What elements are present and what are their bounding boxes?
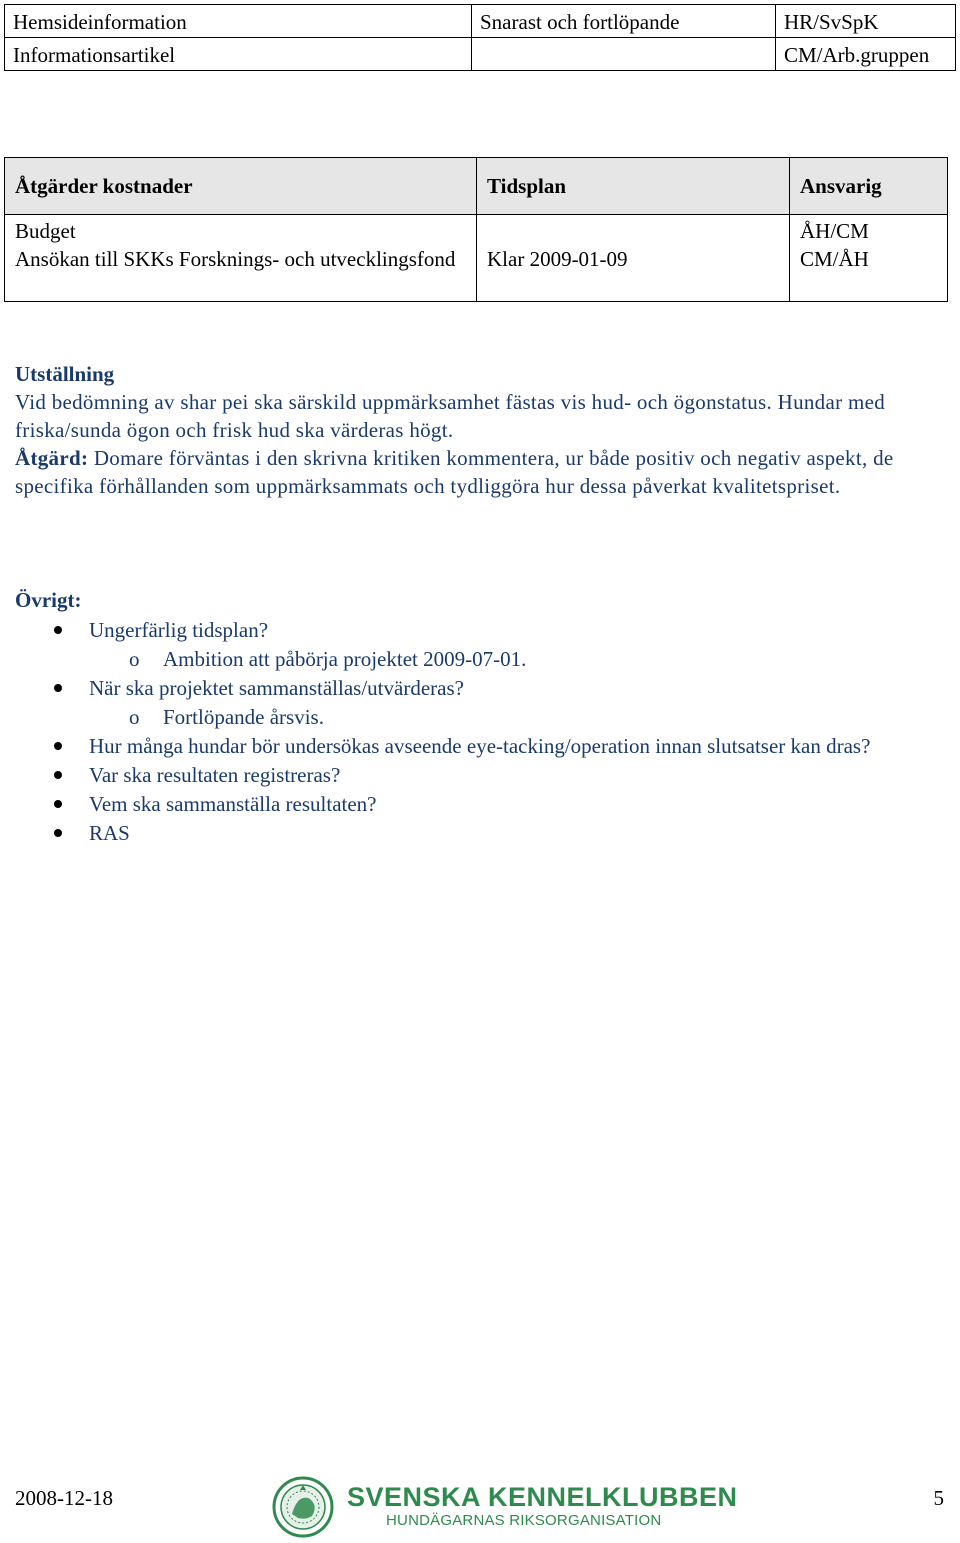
- other-section: [15, 586, 925, 848]
- header-cell: CM/Arb.gruppen: [776, 38, 956, 71]
- list-item: [15, 790, 925, 819]
- sub-bullet-icon: o: [129, 705, 140, 729]
- list-item: [15, 674, 925, 703]
- header-cell: Hemsideinformation: [5, 5, 472, 38]
- list-item: [15, 819, 925, 848]
- bullet-icon: [54, 742, 62, 750]
- bullet-icon: [54, 829, 62, 837]
- bullet-icon: [54, 771, 62, 779]
- other-list: [15, 616, 925, 848]
- header-cell: Informationsartikel: [5, 38, 472, 71]
- header-cell: HR/SvSpK: [776, 5, 956, 38]
- list-item-text: Ungerfärlig tidsplan?: [89, 618, 269, 642]
- list-item: [15, 732, 925, 761]
- other-title: Övrigt:: [15, 588, 82, 612]
- sub-list-item-text: Fortlöpande årsvis.: [163, 705, 324, 729]
- header-table-row: [5, 5, 956, 38]
- list-item: [15, 761, 925, 790]
- timeline-line: Klar 2009-01-09: [487, 247, 628, 271]
- timeline-line: [487, 217, 779, 245]
- logo-tagline: HUNDÄGARNAS RIKSORGANISATION: [386, 1512, 662, 1529]
- responsible-line: ÅH/CM: [800, 219, 869, 243]
- bullet-icon: [54, 684, 62, 692]
- actions-cell: [5, 215, 477, 302]
- list-item: [15, 616, 925, 645]
- page-number: 5: [933, 1486, 944, 1510]
- sub-list-item: [15, 645, 925, 674]
- column-header-responsible: Ansvarig: [790, 158, 948, 215]
- actions-row: [5, 215, 948, 302]
- header-cell: Snarast och fortlöpande: [472, 5, 776, 38]
- seal-icon: [272, 1476, 334, 1538]
- kennel-club-logo: [272, 1474, 738, 1540]
- responsible-cell: [790, 215, 948, 302]
- header-table: [4, 4, 956, 71]
- bullet-icon: [54, 800, 62, 808]
- sub-bullet-icon: o: [129, 647, 140, 671]
- logo-name: SVENSKA KENNELKLUBBEN: [347, 1482, 738, 1512]
- exhibition-paragraph: Vid bedömning av shar pei ska särskild uppmärksamhet fästas vis hud- och ögonstatus. Hundar med friska/sunda ögon och frisk hud ska värderas högt.: [15, 390, 885, 442]
- sub-list-item-text: Ambition att påbörja projektet 2009-07-01.: [163, 647, 527, 671]
- actions-header-row: [5, 158, 948, 215]
- header-table-row: [5, 38, 956, 71]
- sub-list-item: [15, 703, 925, 732]
- list-item-text: RAS: [89, 821, 130, 845]
- header-cell: [472, 38, 776, 71]
- actions-table: [4, 157, 948, 302]
- footer-date: 2008-12-18: [15, 1486, 113, 1510]
- column-header-actions: Åtgärder kostnader: [5, 158, 477, 215]
- timeline-cell: [477, 215, 790, 302]
- exhibition-title: Utställning: [15, 362, 115, 386]
- action-paragraph: [15, 444, 925, 500]
- list-item-text: När ska projektet sammanställas/utvärderas?: [89, 676, 464, 700]
- action-label: Åtgärd:: [15, 446, 89, 470]
- column-header-timeline: Tidsplan: [477, 158, 790, 215]
- list-item-text: Var ska resultaten registreras?: [89, 763, 341, 787]
- exhibition-section: [15, 360, 925, 500]
- list-item-text: Vem ska sammanställa resultaten?: [89, 792, 377, 816]
- bullet-icon: [54, 626, 62, 634]
- action-line: Ansökan till SKKs Forsknings- och utvecklingsfond: [15, 247, 456, 271]
- responsible-line: CM/ÅH: [800, 247, 869, 271]
- action-text: Domare förväntas i den skrivna kritiken kommentera, ur både positiv och negativ aspekt, de specifika förhållanden som uppmärksammats och tydliggöra hur dessa påverkat kvalitetspriset.: [15, 446, 894, 498]
- list-item-text: Hur många hundar bör undersökas avseende eye-tacking/operation innan slutsatser kan dras?: [89, 734, 871, 758]
- action-line: Budget: [15, 219, 76, 243]
